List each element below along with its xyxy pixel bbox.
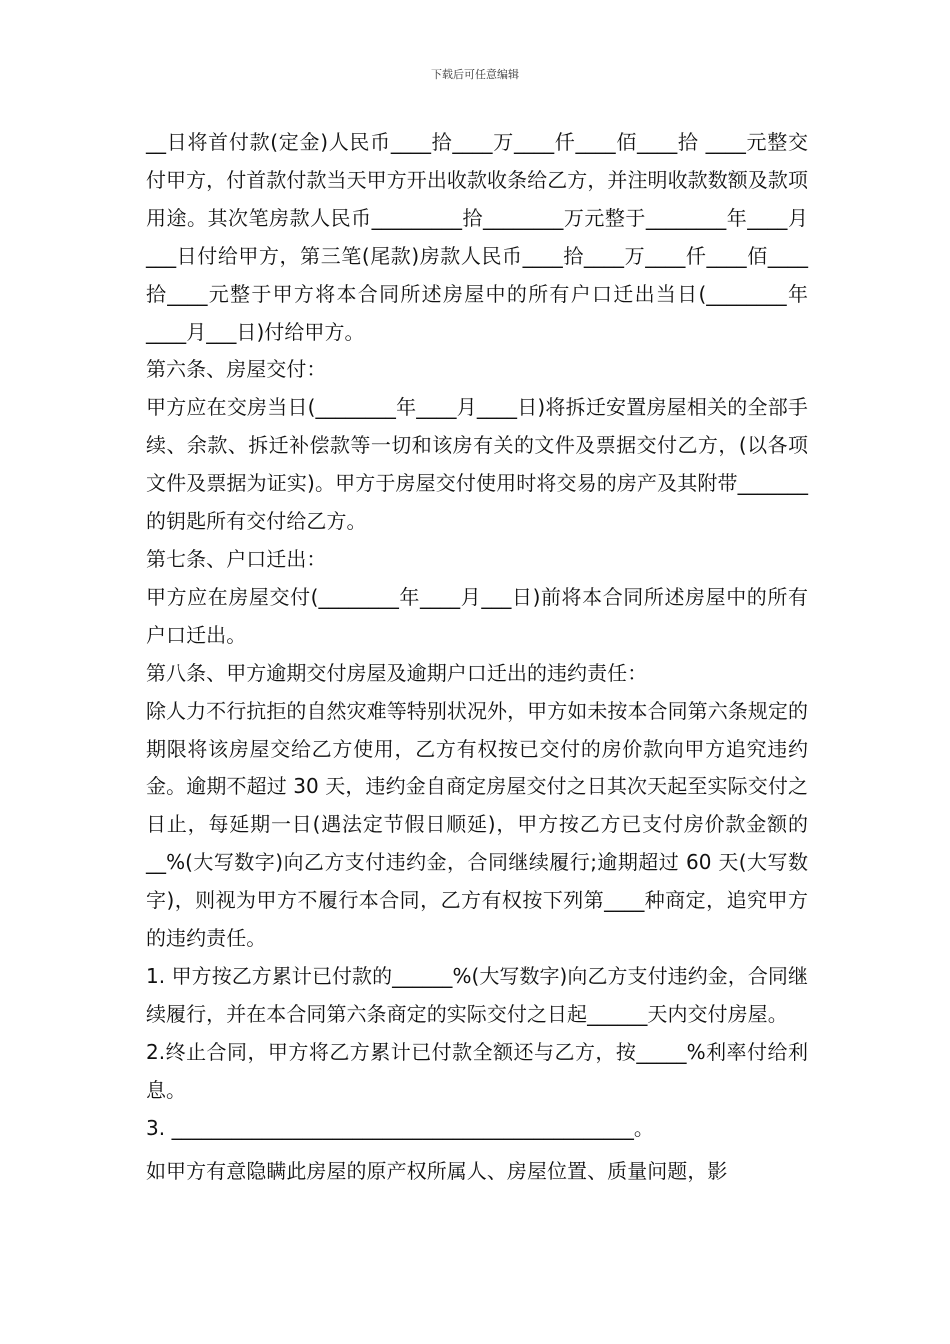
concealment-paragraph: 如甲方有意隐瞒此房屋的原产权所属人、房屋位置、质量问题，影 <box>146 1159 728 1184</box>
article-6-heading: 第六条、房屋交付： <box>146 357 327 382</box>
option-2-paragraph: 2.终止合同，甲方将乙方累计已付款全额还与乙方，按_____%利率付给利息。 <box>146 1039 808 1102</box>
article-8-paragraph: 除人力不行抗拒的自然灾难等特别状况外，甲方如未按本合同第六条规定的期限将该房屋交给乙方使用，乙方有权按已交付的房价款向甲方追究违约金。逾期不超过 30 天，违约金自商定房屋交付之日其次天起至实际交付之日止，每延期一日(遇法定节假日顺延)，甲方按乙方已支付房价款金额的__%(大写数字)向乙方支付违约金，合同继续履行;逾期超过 60 天(大写数字)，则视为甲方不履行本合同，乙方有权按下列第____种商定，追究甲方的违约责任。 <box>146 698 808 951</box>
option-1-paragraph: 1. 甲方按乙方累计已付款的______%(大写数字)向乙方支付违约金，合同继续履行，并在本合同第六条商定的实际交付之日起______天内交付房屋。 <box>146 963 808 1026</box>
page-header: 下载后可任意编辑 <box>431 68 519 81</box>
article-7-paragraph: 甲方应在房屋交付(________年____月___日)前将本合同所述房屋中的所有户口迁出。 <box>146 584 808 647</box>
article-6-paragraph: 甲方应在交房当日(________年____月____日)将拆迁安置房屋相关的全部手续、余款、拆迁补偿款等一切和该房有关的文件及票据交付乙方，(以各项文件及票据为证实)。甲方于房屋交付使用时将交易的房产及其附带_______的钥匙所有交付给乙方。 <box>146 395 808 534</box>
contract-body <box>146 124 808 1191</box>
article-8-heading: 第八条、甲方逾期交付房屋及逾期户口迁出的违约责任： <box>146 660 648 685</box>
payment-schedule-paragraph: __日将首付款(定金)人民币____拾____万____仟____佰____拾 ____元整交付甲方，付首款付款当天甲方开出收款收条给乙方，并注明收款数额及款项用途。其次笔房款人民币_________拾________万元整于________年____月 ___日付给甲方，第三笔(尾款)房款人民币____拾____万____仟____佰____拾____元整于甲方将本合同所述房屋中的所有户口迁出当日(________年____月___日)付给甲方。 <box>146 130 808 344</box>
option-3-paragraph: 3. ______________________________________________。 <box>146 1115 654 1140</box>
article-7-heading: 第七条、户口迁出： <box>146 546 327 571</box>
